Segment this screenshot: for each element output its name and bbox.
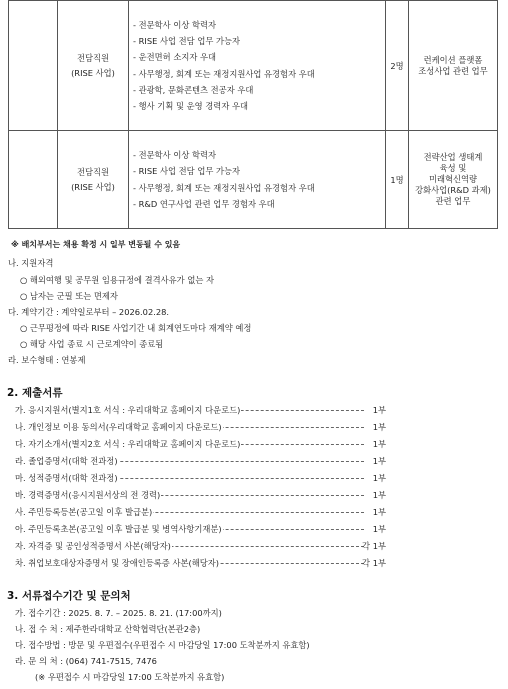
duty-line: 전략산업 생태계 xyxy=(423,152,483,162)
requirement-item: - RISE 사업 전담 업무 가능자 xyxy=(133,166,241,177)
document-item xyxy=(15,472,386,484)
document-label: 가. 응시지원서(별지1호 서식 : 우리대학교 홈페이지 다운로드) xyxy=(15,405,241,415)
qualification-item: ○ 해외여행 및 공무원 임용규정에 결격사유가 없는 자 xyxy=(20,275,215,285)
document-label: 사. 주민등록등본(공고일 이후 발급분) xyxy=(15,507,153,517)
document-label: 마. 성적증명서(대학 전과정) xyxy=(15,473,118,483)
contract-item: ○ 해당 사업 종료 시 근로계약이 종료됨 xyxy=(20,339,164,349)
requirements-cell xyxy=(129,131,386,229)
document-count: 1부 xyxy=(372,405,386,415)
document-count: 1부 xyxy=(372,473,386,483)
duty-line: 미래혁신역량 xyxy=(428,174,478,184)
table-blank-cell xyxy=(9,131,58,229)
duty-line: 육성 및 xyxy=(439,163,467,173)
document-label: 라. 졸업증명서(대학 전과정) xyxy=(15,456,118,466)
requirement-item: - 사무행정, 회계 또는 재정지원사업 유경험자 우대 xyxy=(133,182,315,193)
position-line: (RISE 사업) xyxy=(71,67,115,78)
document-count: 1부 xyxy=(372,439,386,449)
application-line: 나. 접 수 처 : 제주한라대학교 산학협력단(본관2층) xyxy=(15,624,201,634)
table-row xyxy=(9,131,498,229)
application-line: 가. 접수기간 : 2025. 8. 7. – 2025. 8. 21. (17:00까지) xyxy=(15,608,222,618)
requirement-item: - 전문학사 이상 학력자 xyxy=(133,19,217,30)
requirements-cell xyxy=(129,1,386,131)
duty-line: 런케이션 플랫폼 xyxy=(423,54,483,65)
requirement-item: - 관광학, 문화콘텐츠 전공자 우대 xyxy=(133,84,254,95)
document-item xyxy=(15,489,386,501)
position-line: 전담직원 xyxy=(76,52,110,63)
document-label: 자. 자격증 및 공인성적증명서 사본(해당자) xyxy=(15,541,171,551)
document-item xyxy=(15,506,386,518)
headcount-cell: 2명 xyxy=(386,1,409,131)
application-line: (※ 우편접수 시 마감당일 17:00 도착분까지 유효함) xyxy=(35,672,225,682)
duty-cell xyxy=(409,1,498,131)
qualification-item: ○ 남자는 군필 또는 면제자 xyxy=(20,291,118,301)
document-label: 나. 개인정보 이용 동의서(우리대학교 홈페이지 다운로드) xyxy=(15,422,222,432)
headcount-cell: 1명 xyxy=(386,131,409,229)
document-count: 1부 xyxy=(372,507,386,517)
requirement-item: - R&D 연구사업 관련 업무 경험자 우대 xyxy=(133,198,275,209)
document-item xyxy=(15,421,386,433)
contract-title: 다. 계약기간 : 계약일로부터 – 2026.02.28. xyxy=(8,307,170,317)
document-count: 각 1부 xyxy=(362,541,386,551)
document-label: 아. 주민등록초본(공고일 이후 발급분 및 병역사항기재분) xyxy=(15,524,222,534)
requirement-item: - 전문학사 이상 학력자 xyxy=(133,149,217,160)
table-row xyxy=(9,1,498,131)
document-label: 차. 취업보호대상자증명서 및 장애인등록증 사본(해당자) xyxy=(15,558,220,568)
salary-line: 라. 보수형태 : 연봉제 xyxy=(8,355,86,365)
application-line: 다. 접수방법 : 방문 및 우편접수(우편접수 시 마감당일 17:00 도착분까지 유효함) xyxy=(15,640,310,650)
qualifications-title: 나. 지원자격 xyxy=(8,258,54,268)
section-2-title: 2. 제출서류 xyxy=(7,387,63,399)
department-change-note: ※ 배치부서는 채용 확정 시 일부 변동될 수 있음 xyxy=(11,240,181,249)
section-3-title: 3. 서류접수기간 및 문의처 xyxy=(7,590,131,602)
requirement-item: - 사무행정, 회계 또는 재정지원사업 유경험자 우대 xyxy=(133,68,315,79)
duty-line: 관련 업무 xyxy=(435,196,471,206)
contract-item: ○ 근무평정에 따라 RISE 사업기간 내 회계연도마다 재계약 예정 xyxy=(20,323,252,333)
duty-line: 조성사업 관련 업무 xyxy=(418,65,488,76)
position-table xyxy=(8,0,498,229)
document-count: 1부 xyxy=(372,422,386,432)
document-item xyxy=(15,455,386,467)
duty-cell xyxy=(409,131,498,229)
duty-line: 강화사업(R&D 과제) xyxy=(415,185,491,195)
position-line: (RISE 사업) xyxy=(71,181,115,192)
document-item xyxy=(15,404,386,416)
document-count: 각 1부 xyxy=(362,558,386,568)
document-count: 1부 xyxy=(372,456,386,466)
document-count: 1부 xyxy=(372,524,386,534)
document-item xyxy=(15,540,386,552)
document-label: 바. 경력증명서(응시지원서상의 전 경력) xyxy=(15,490,161,500)
position-cell xyxy=(58,1,129,131)
requirement-item: - RISE 사업 전담 업무 가능자 xyxy=(133,35,241,46)
document-count: 1부 xyxy=(372,490,386,500)
document-item xyxy=(15,557,386,569)
application-line: 라. 문 의 처 : (064) 741-7515, 7476 xyxy=(15,656,157,666)
document-item xyxy=(15,438,386,450)
requirement-item: - 행사 기획 및 운영 경력자 우대 xyxy=(133,101,248,112)
requirement-item: - 운전면허 소지자 우대 xyxy=(133,52,217,63)
position-line: 전담직원 xyxy=(76,166,110,177)
table-blank-cell xyxy=(9,1,58,131)
document-label: 다. 자기소개서(별지2호 서식 : 우리대학교 홈페이지 다운로드) xyxy=(15,439,241,449)
document-item xyxy=(15,523,386,535)
position-cell xyxy=(58,131,129,229)
